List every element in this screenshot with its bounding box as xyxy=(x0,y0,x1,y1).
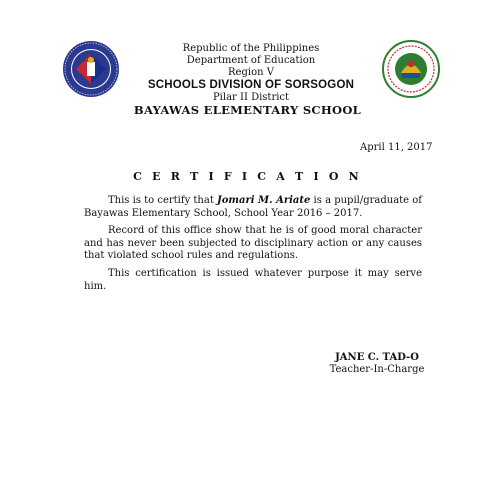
certificate-body xyxy=(84,195,422,298)
deped-seal-icon xyxy=(62,40,120,98)
signatory-name: JANE C. TAD-O xyxy=(335,352,419,363)
country-line: Republic of the Philippines xyxy=(182,43,320,54)
district-line: Pilar II District xyxy=(212,92,290,103)
school-name: BAYAWAS ELEMENTARY SCHOOL xyxy=(133,103,362,117)
certify-rest: is a pupil/graduate of Bayawas Elementary School, School Year 2016 – 2017. xyxy=(84,195,423,219)
signatory-block xyxy=(322,352,432,376)
division-seal-icon xyxy=(382,40,440,98)
region-line: Region V xyxy=(228,67,274,78)
student-name: Jomari M. Ariate xyxy=(217,195,311,206)
signatory-title: Teacher-In-Charge xyxy=(329,364,425,375)
department-line: Department of Education xyxy=(186,55,316,66)
paragraph-certify xyxy=(84,195,422,220)
document-title: C E R T I F I C A T I O N xyxy=(133,170,362,183)
division-line: SCHOOLS DIVISION OF SORSOGON xyxy=(147,79,355,91)
issue-date: April 11, 2017 xyxy=(360,142,433,153)
paragraph-record: Record of this office show that he is of good moral character and has never been subjected to disciplinary action or any causes that violated school rules and regulations. xyxy=(84,225,422,262)
paragraph-purpose: This certification is issued whatever purpose it may serve him. xyxy=(84,267,422,292)
letterhead xyxy=(120,43,382,104)
certify-intro: This is to certify that xyxy=(108,195,218,206)
